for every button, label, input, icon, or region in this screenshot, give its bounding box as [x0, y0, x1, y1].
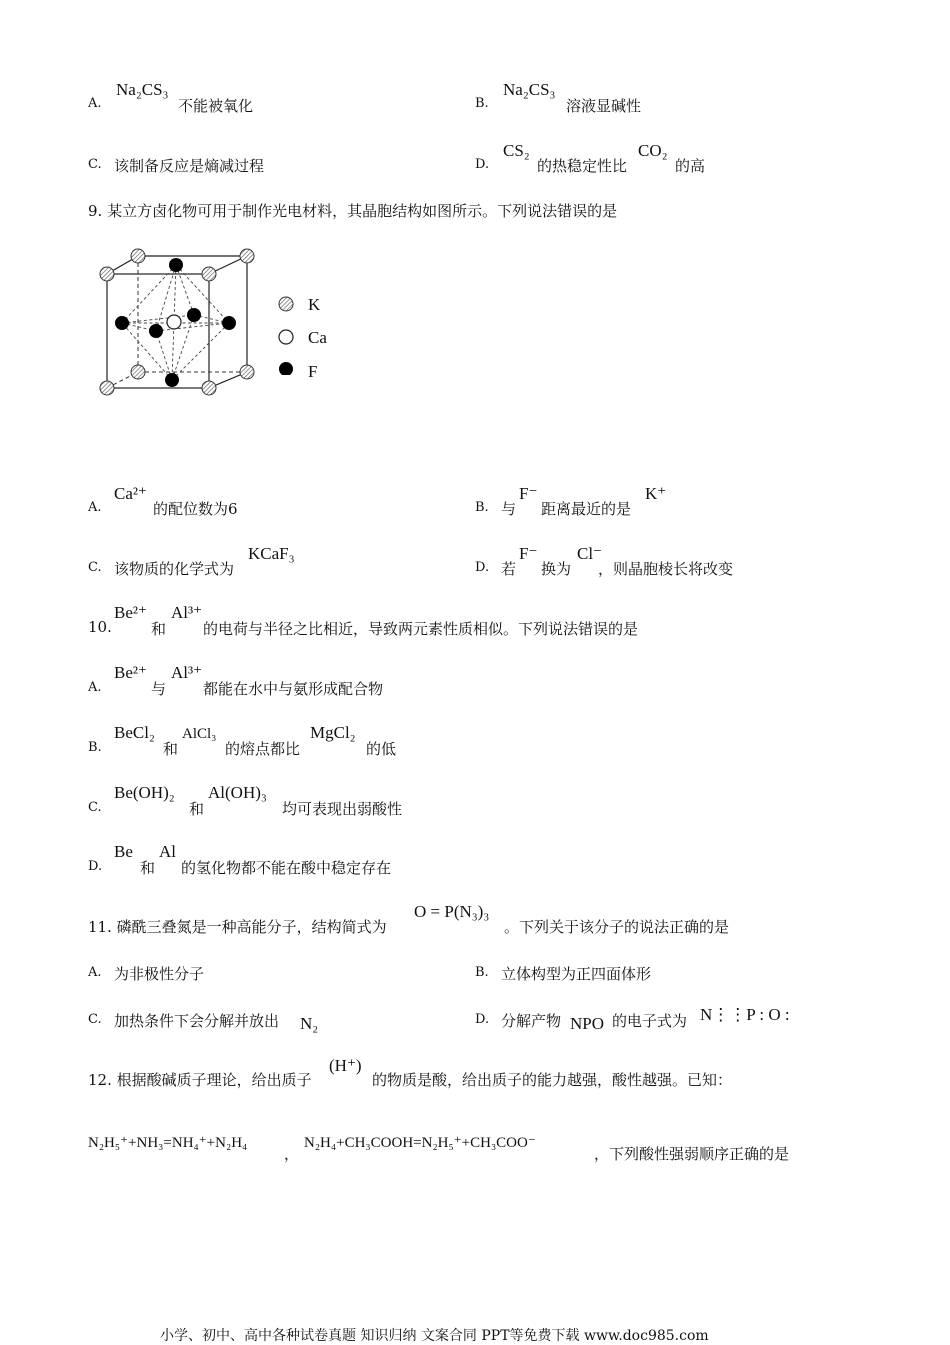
- q8-a-label: A.: [88, 96, 102, 111]
- q11-a-label: A.: [88, 965, 102, 980]
- q12-separator: ，: [284, 1145, 300, 1163]
- legend-ca-marker: [279, 330, 293, 344]
- q10-a-label: A.: [88, 680, 102, 695]
- q10-c-text2: 均可表现出弱酸性: [282, 800, 403, 818]
- q8-a-formula: Na₂CS₃: [116, 80, 169, 99]
- f-atom: [222, 316, 236, 330]
- k-atom: [100, 267, 114, 281]
- q9-stem: 9. 某立方卤化物可用于制作光电材料，其晶胞结构如图所示。下列说法错误的是: [88, 202, 618, 220]
- q9-d-formula2: Cl⁻: [577, 544, 603, 563]
- q9-a-formula: Ca²⁺: [114, 484, 147, 503]
- q8-b-label: B.: [475, 96, 489, 111]
- q12-stem: 12. 根据酸碱质子理论，给出质子: [88, 1071, 312, 1089]
- q12-formula-h: (H⁺): [329, 1056, 362, 1075]
- q10-c-label: C.: [88, 800, 102, 815]
- legend-k-marker: [279, 297, 293, 311]
- q11-b-text: 立体构型为正四面体形: [501, 965, 652, 983]
- k-atom: [240, 249, 254, 263]
- q8-b-formula: Na₂CS₃: [503, 80, 556, 99]
- q9-d-text1: 若: [501, 560, 517, 578]
- q10-b-label: B.: [88, 740, 102, 755]
- q10-d-text2: 的氢化物都不能在酸中稳定存在: [181, 859, 392, 877]
- q9-a-text: 的配位数为6: [153, 500, 238, 518]
- q10-c-formula1: Be(OH)₂: [114, 783, 175, 802]
- q9-b-formula1: F⁻: [519, 484, 538, 503]
- q8-b-text: 溶液显碱性: [566, 97, 642, 115]
- legend-f-marker: [279, 362, 293, 375]
- k-atom: [240, 365, 254, 379]
- q9-d-formula1: F⁻: [519, 544, 538, 563]
- q12-equation1: N₂H₅⁺+NH₃=NH₄⁺+N₂H₄: [88, 1135, 248, 1151]
- q10-d-text1: 和: [140, 859, 156, 877]
- q9-d-text3: ，则晶胞棱长将改变: [598, 560, 734, 578]
- q11-a-text: 为非极性分子: [114, 965, 205, 983]
- q10-b-formula3: MgCl₂: [310, 723, 356, 742]
- q8-a-text: 不能被氧化: [178, 97, 254, 115]
- k-atom: [131, 365, 145, 379]
- q10-formula2: Al³⁺: [171, 603, 203, 622]
- page-footer: 小学、初中、高中各种试卷真题 知识归纳 文案合同 PPT等免费下载 www.doc985.com: [160, 1328, 709, 1344]
- k-atom: [100, 381, 114, 395]
- q11-formula: O = P(N₃)₃: [414, 902, 490, 921]
- q9-d-label: D.: [475, 560, 490, 575]
- q11-c-text: 加热条件下会分解并放出: [114, 1012, 280, 1030]
- k-atom: [131, 249, 145, 263]
- q11-stem-tail: 。下列关于该分子的说法正确的是: [504, 918, 730, 936]
- q11-stem: 11. 磷酰三叠氮是一种高能分子，结构简式为: [88, 918, 387, 936]
- f-atom: [187, 308, 201, 322]
- q8-d-text2: 的高: [675, 157, 706, 175]
- q10-b-text2: 的熔点都比: [225, 740, 301, 758]
- q8-d-formula1: CS₂: [503, 141, 530, 160]
- q10-b-text1: 和: [163, 740, 179, 758]
- k-atom: [202, 381, 216, 395]
- q9-a-label: A.: [88, 500, 102, 515]
- f-atom: [169, 258, 183, 272]
- legend-k-label: K: [308, 295, 321, 314]
- q8-d-text1: 的热稳定性比: [537, 157, 628, 175]
- q10-d-label: D.: [88, 859, 103, 874]
- q11-c-formula: N₂: [300, 1014, 319, 1033]
- f-atom: [149, 324, 163, 338]
- q11-d-formula1: NPO: [570, 1014, 605, 1033]
- q10-text1: 和: [151, 620, 167, 638]
- q10-c-text1: 和: [189, 800, 205, 818]
- q11-d-text1: 分解产物: [501, 1012, 562, 1030]
- q10-d-formula2: Al: [159, 842, 176, 861]
- q8-c-text: 该制备反应是熵减过程: [114, 157, 265, 175]
- q10-c-formula2: Al(OH)₃: [208, 783, 267, 802]
- q10-a-text1: 与: [151, 680, 167, 698]
- q10-a-text2: 都能在水中与氨形成配合物: [203, 680, 384, 698]
- legend-markers: [276, 295, 296, 375]
- q9-b-formula2: K⁺: [645, 484, 667, 503]
- q12-stem-tail: 的物质是酸，给出质子的能力越强，酸性越强。已知：: [372, 1071, 733, 1089]
- legend-ca-label: Ca: [308, 328, 327, 347]
- q12-tail: ，下列酸性强弱顺序正确的是: [594, 1145, 790, 1163]
- q9-c-text: 该物质的化学式为: [114, 560, 235, 578]
- legend-f-label: F: [308, 362, 318, 381]
- q9-c-label: C.: [88, 560, 102, 575]
- q11-d-electron-formula: N⋮⋮P : O :: [700, 1005, 790, 1024]
- q10-b-formula2: AlCl₃: [182, 726, 217, 742]
- k-atom: [202, 267, 216, 281]
- q10-d-formula1: Be: [114, 842, 133, 861]
- f-atom: [115, 316, 129, 330]
- q9-b-text1: 与: [501, 500, 517, 518]
- f-atom: [165, 373, 179, 387]
- q12-equation2: N₂H₄+CH₃COOH=N₂H₅⁺+CH₃COO⁻: [304, 1135, 536, 1151]
- q8-c-label: C.: [88, 157, 102, 172]
- ca-atom: [167, 315, 181, 329]
- q9-c-formula: KCaF₃: [248, 544, 295, 563]
- q10-text2: 的电荷与半径之比相近，导致两元素性质相似。下列说法错误的是: [203, 620, 639, 638]
- q11-d-label: D.: [475, 1012, 490, 1027]
- q11-c-label: C.: [88, 1012, 102, 1027]
- q9-d-text2: 换为: [541, 560, 572, 578]
- q10-a-formula2: Al³⁺: [171, 663, 203, 682]
- q8-d-formula2: CO₂: [638, 141, 668, 160]
- q10-a-formula1: Be²⁺: [114, 663, 147, 682]
- q11-d-text2: 的电子式为: [612, 1012, 688, 1030]
- q11-b-label: B.: [475, 965, 489, 980]
- q9-b-label: B.: [475, 500, 489, 515]
- q8-d-label: D.: [475, 157, 490, 172]
- q10-formula1: Be²⁺: [114, 603, 147, 622]
- q10-number: 10.: [88, 618, 112, 636]
- q10-b-text3: 的低: [366, 740, 397, 758]
- q9-b-text2: 距离最近的是: [541, 500, 632, 518]
- q10-b-formula1: BeCl₂: [114, 723, 155, 742]
